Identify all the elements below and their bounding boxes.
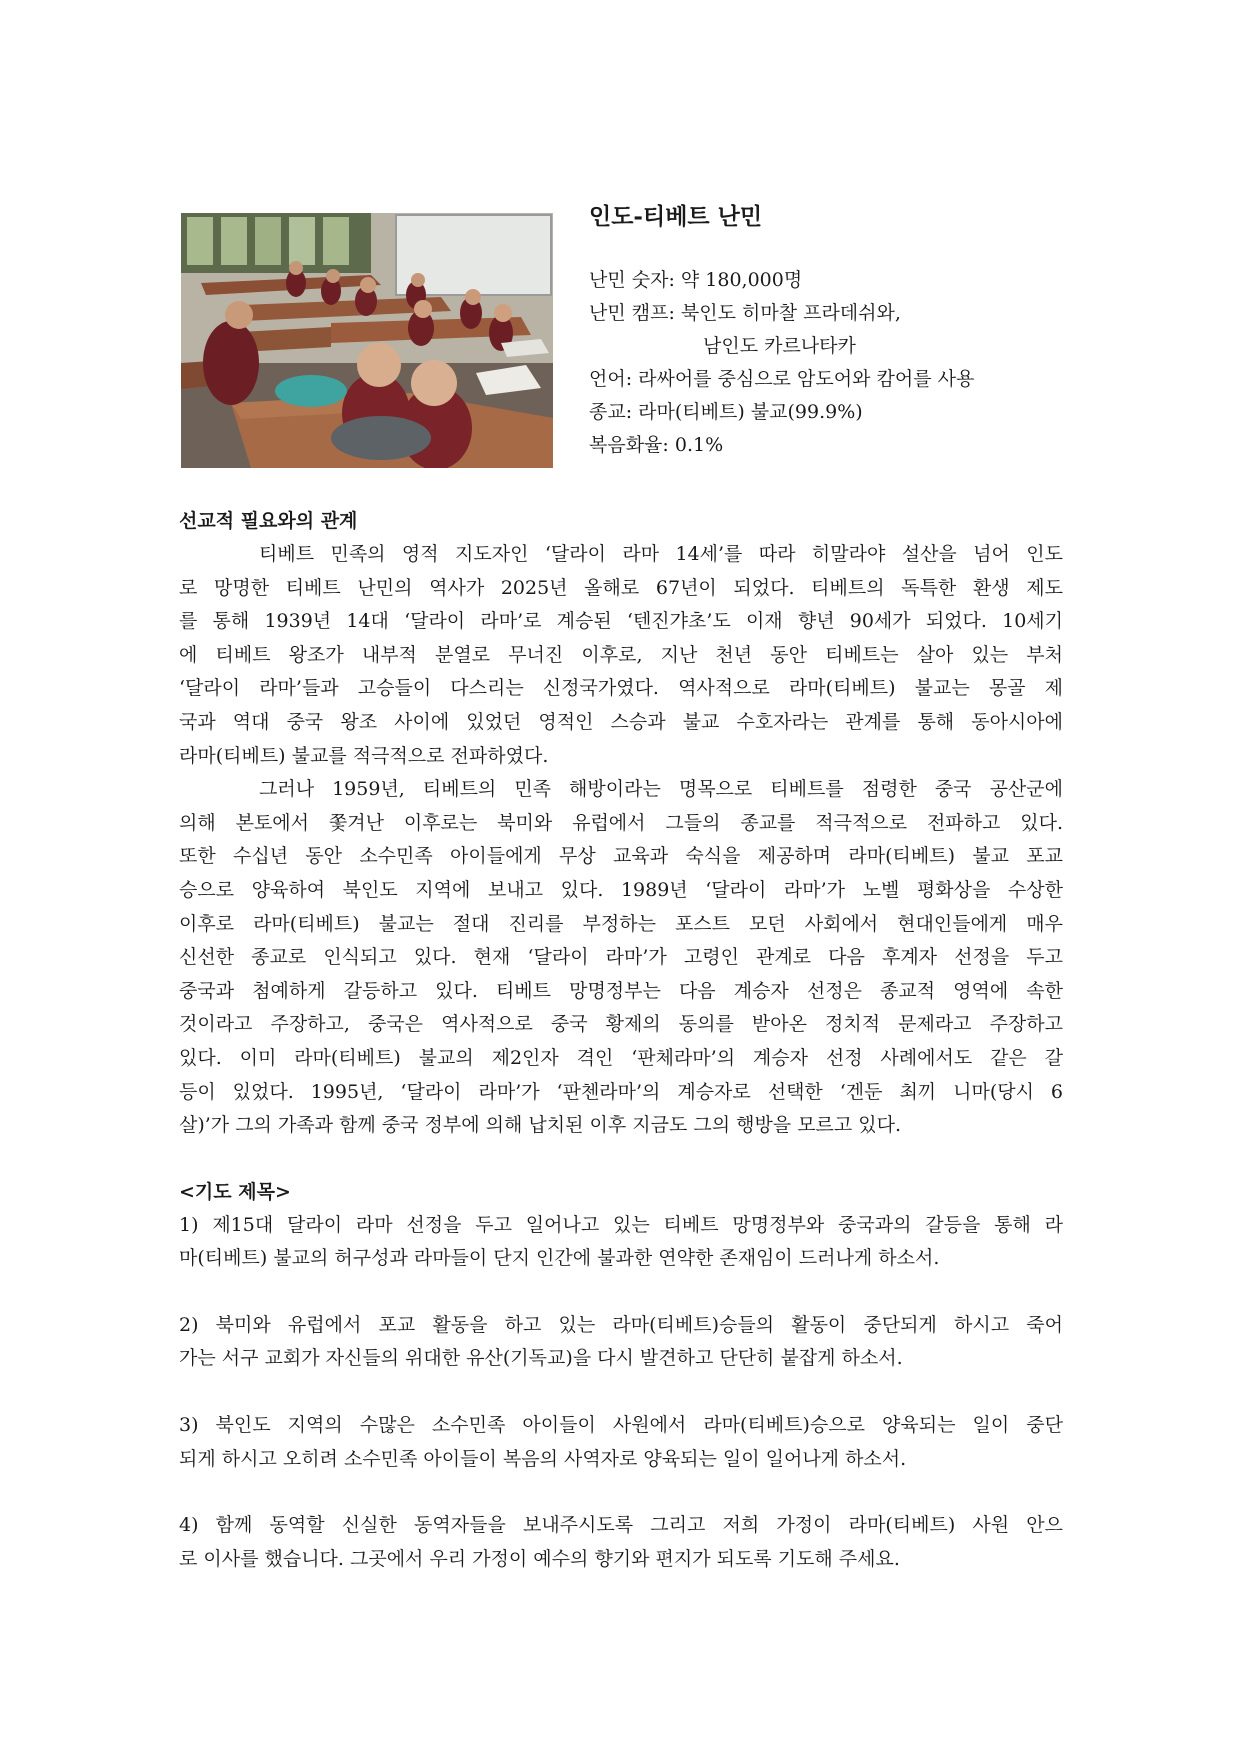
prayer-line: 1) 제15대 달라이 라마 선정을 두고 일어나고 있는 티베트 망명정부와 중국과의 갈등을 통해 라 bbox=[179, 1213, 1063, 1236]
paragraph-line: 신선한 종교로 인식되고 있다. 현재 ‘달라이 라마’가 고령인 관계로 다음 후계자 선정을 두고 bbox=[179, 946, 1063, 969]
evangelization-rate: 복음화율: 0.1% bbox=[589, 434, 724, 456]
prayer-line: 가는 서구 교회가 자신들의 위대한 유산(기독교)을 다시 발견하고 단단히 붙잡게 하소서. bbox=[179, 1347, 903, 1370]
prayer-item-2 bbox=[179, 1309, 1063, 1376]
refugee-count: 난민 숫자: 약 180,000명 bbox=[589, 269, 803, 291]
language: 언어: 라싸어를 중심으로 암도어와 캄어를 사용 bbox=[589, 368, 975, 390]
paragraph-line: 또한 수십년 동안 소수민족 아이들에게 무상 교육과 숙식을 제공하며 라마(티베트) 불교 포교 bbox=[179, 845, 1063, 868]
paragraph-line: 의해 본토에서 쫓겨난 이후로는 북미와 유럽에서 그들의 종교를 적극적으로 전파하고 있다. bbox=[179, 811, 1063, 834]
section-title: 선교적 필요와의 관계 bbox=[179, 510, 358, 532]
prayer-title: <기도 제목> bbox=[179, 1180, 291, 1203]
prayer-line: 되게 하시고 오히려 소수민족 아이들이 복음의 사역자로 양육되는 일이 일어나게 하소서. bbox=[179, 1447, 907, 1470]
paragraph-2 bbox=[179, 773, 1063, 1143]
paragraph-line: 에 티베트 왕조가 내부적 분열로 무너진 이후로, 지난 천년 동안 티베트는 살아 있는 부처 bbox=[179, 643, 1063, 666]
prayer-item-3 bbox=[179, 1409, 1063, 1476]
prayer-item-4 bbox=[179, 1509, 1063, 1576]
classroom-photo-icon bbox=[181, 213, 553, 468]
prayer-line: 3) 북인도 지역의 수많은 소수민족 아이들이 사원에서 라마(티베트)승으로 양육되는 일이 중단 bbox=[179, 1414, 1063, 1437]
religion: 종교: 라마(티베트) 불교(99.9%) bbox=[589, 401, 863, 423]
paragraph-line: 라마(티베트) 불교를 적극적으로 전파하였다. bbox=[179, 744, 549, 767]
paragraph-line: 등이 있었다. 1995년, ‘달라이 라마’가 ‘판첸라마’의 계승자로 선택한 ‘겐둔 최끼 니마(당시 6 bbox=[179, 1080, 1063, 1103]
classroom-photo bbox=[181, 213, 553, 468]
prayer-item-1 bbox=[179, 1209, 1063, 1276]
paragraph-line: 티베트 민족의 영적 지도자인 ‘달라이 라마 14세’를 따라 히말라야 설산을 넘어 인도 bbox=[259, 543, 1063, 565]
paragraph-line: 것이라고 주장하고, 중국은 역사적으로 중국 황제의 동의를 받아온 정치적 문제라고 주장하고 bbox=[179, 1013, 1063, 1036]
prayer-line: 로 이사를 했습니다. 그곳에서 우리 가정이 예수의 향기와 편지가 되도록 기도해 주세요. bbox=[179, 1547, 900, 1570]
paragraph-line: 있다. 이미 라마(티베트) 불교의 제2인자 격인 ‘판체라마’의 계승자 선정 사례에서도 같은 갈 bbox=[179, 1046, 1063, 1069]
info-title: 인도-티베트 난민 bbox=[589, 203, 763, 230]
paragraph-line: 살)’가 그의 가족과 함께 중국 정부에 의해 납치된 이후 지금도 그의 행방을 모르고 있다. bbox=[179, 1114, 902, 1137]
prayer-line: 2) 북미와 유럽에서 포교 활동을 하고 있는 라마(티베트)승들의 활동이 중단되게 하시고 죽어 bbox=[179, 1313, 1063, 1336]
document-body bbox=[179, 505, 1063, 1576]
paragraph-1 bbox=[179, 538, 1063, 773]
paragraph-line: 를 통해 1939년 14대 ‘달라이 라마’로 계승된 ‘텐진갸초’도 이재 향년 90세가 되었다. 10세기 bbox=[179, 610, 1063, 633]
paragraph-line: 로 망명한 티베트 난민의 역사가 2025년 올해로 67년이 되었다. 티베트의 독특한 환생 제도 bbox=[179, 576, 1063, 599]
paragraph-line: ‘달라이 라마’들과 고승들이 다스리는 신정국가였다. 역사적으로 라마(티베트) 불교는 몽골 제 bbox=[179, 677, 1063, 700]
paragraph-line: 그러나 1959년, 티베트의 민족 해방이라는 명목으로 티베트를 점령한 중국 공산군에 bbox=[259, 778, 1063, 801]
refugee-info bbox=[589, 200, 1149, 462]
prayer-line: 4) 함께 동역할 신실한 동역자들을 보내주시도록 그리고 저희 가정이 라마(티베트) 사원 안으 bbox=[179, 1514, 1063, 1537]
paragraph-line: 승으로 양육하여 북인도 지역에 보내고 있다. 1989년 ‘달라이 라마’가 노벨 평화상을 수상한 bbox=[179, 878, 1063, 901]
paragraph-line: 이후로 라마(티베트) 불교는 절대 진리를 부정하는 포스트 모던 사회에서 현대인들에게 매우 bbox=[179, 912, 1063, 935]
refugee-camp-cont: 남인도 카르나타카 bbox=[703, 335, 856, 357]
refugee-camp: 난민 캠프: 북인도 히마찰 프라데쉬와, bbox=[589, 302, 901, 324]
paragraph-line: 국과 역대 중국 왕조 사이에 있었던 영적인 스승과 불교 수호자라는 관계를 통해 동아시아에 bbox=[179, 710, 1063, 733]
prayer-line: 마(티베트) 불교의 허구성과 라마들이 단지 인간에 불과한 연약한 존재임이 드러나게 하소서. bbox=[179, 1247, 940, 1270]
paragraph-line: 중국과 첨예하게 갈등하고 있다. 티베트 망명정부는 다음 계승자 선정은 종교적 영역에 속한 bbox=[179, 979, 1063, 1002]
